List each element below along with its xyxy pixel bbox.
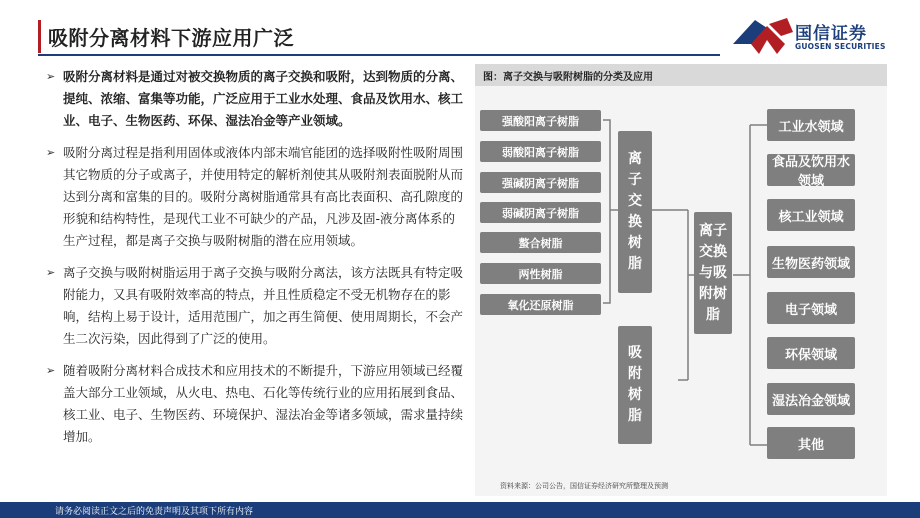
bullet-text: 吸附分离材料是通过对被交换物质的离子交换和吸附，达到物质的分离、提纯、浓缩、富集等功能，广泛应用于工业水处理、食品及饮用水、核工业、电子、生物医药、环保、湿法冶金等产业领域。 bbox=[63, 69, 464, 128]
bullet-text: 随着吸附分离材料合成技术和应用技术的不断提升，下游应用领域已经覆盖大部分工业领域，从火电、热电、石化等传统行业的应用拓展到食品、核工业、电子、生物医药、环境保护、湿法冶金等诸多领域，需求量持续增加。 bbox=[63, 363, 464, 444]
application-field-box: 核工业领域 bbox=[767, 199, 855, 231]
adsorption-resin-box: 吸附树脂 bbox=[618, 326, 652, 444]
figure-title-bar bbox=[475, 64, 887, 86]
arrow-bullet-icon: ➢ bbox=[46, 266, 56, 279]
application-field-box: 其他 bbox=[767, 427, 855, 459]
arrow-bullet-icon: ➢ bbox=[46, 70, 56, 83]
resin-type-box: 强碱阴离子树脂 bbox=[480, 172, 601, 193]
resin-type-box: 氧化还原树脂 bbox=[480, 294, 601, 315]
bullet-list bbox=[46, 66, 466, 458]
bullet-item bbox=[46, 142, 466, 252]
footer-disclaimer: 请务必阅读正文之后的免责声明及其项下所有内容 bbox=[55, 507, 254, 517]
figure-title: 图：离子交换与吸附树脂的分类及应用 bbox=[483, 72, 653, 83]
resin-type-box: 弱酸阳离子树脂 bbox=[480, 141, 601, 162]
resin-type-box: 螯合树脂 bbox=[480, 232, 601, 253]
logo-english-name: GUOSEN SECURITIES bbox=[795, 42, 886, 51]
ion-exchange-and-adsorption-resin-box: 离子交换与吸附树脂 bbox=[694, 212, 732, 334]
logo-chinese-name: 国信证券 bbox=[795, 24, 867, 44]
application-field-box: 工业水领域 bbox=[767, 109, 855, 141]
ion-exchange-resin-box: 离子交换树脂 bbox=[618, 131, 652, 293]
application-field-box: 环保领域 bbox=[767, 337, 855, 369]
bullet-text: 离子交换与吸附树脂运用于离子交换与吸附分离法，该方法既具有特定吸附能力，又具有吸附效率高的特点，并且性质稳定不受无机物存在的影响，结构上易于设计，适用范围广，加之再生简便、使用周期长，不会产生二次污染，因此得到了广泛的使用。 bbox=[63, 265, 464, 346]
resin-type-box: 弱碱阴离子树脂 bbox=[480, 202, 601, 223]
bullet-item bbox=[46, 262, 466, 350]
application-field-box: 生物医药领域 bbox=[767, 246, 855, 278]
footer-bar bbox=[0, 502, 920, 518]
bullet-text: 吸附分离过程是指利用固体或液体内部末端官能团的选择吸附性吸附周围其它物质的分子或离子，并使用特定的解析剂使其从吸附剂表面脱附从而达到分离和富集的目的。吸附分离树脂通常具有高比表面积、高孔隙度的形貌和结构特性，是现代工业不可缺少的产品，凡涉及固-液分离体系的生产过程，都是离子交换与吸附树脂的潜在应用领域。 bbox=[63, 145, 464, 248]
arrow-bullet-icon: ➢ bbox=[46, 146, 56, 159]
application-field-box: 食品及饮用水领域 bbox=[767, 154, 855, 186]
resin-type-box: 两性树脂 bbox=[480, 263, 601, 284]
application-field-box: 湿法冶金领域 bbox=[767, 383, 855, 415]
bullet-item bbox=[46, 360, 466, 448]
page-title: 吸附分离材料下游应用广泛 bbox=[48, 26, 294, 50]
bullet-item bbox=[46, 66, 466, 132]
resin-type-box: 强酸阳离子树脂 bbox=[480, 110, 601, 131]
arrow-bullet-icon: ➢ bbox=[46, 364, 56, 377]
application-field-box: 电子领域 bbox=[767, 292, 855, 324]
title-underline bbox=[38, 54, 720, 56]
figure-source-note: 资料来源：公司公告，国信证券经济研究所整理及预测 bbox=[500, 482, 668, 490]
